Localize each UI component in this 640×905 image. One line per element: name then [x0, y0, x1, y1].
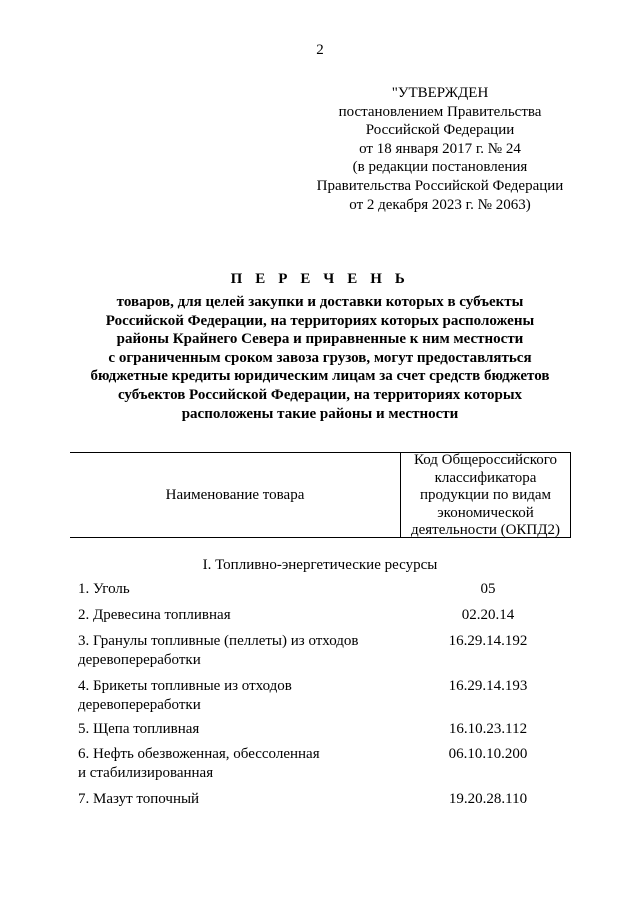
- product-name: [78, 720, 398, 739]
- product-code: 19.20.28.110: [448, 791, 528, 807]
- table-header-right-border: [570, 452, 571, 538]
- product-name: [78, 745, 398, 782]
- approval-line: Российской Федерации: [365, 122, 515, 139]
- approval-line: постановлением Правительства: [338, 103, 542, 120]
- product-name-line: 3. Гранулы топливные (пеллеты) из отходов: [78, 633, 359, 649]
- approval-line: (в редакции постановления: [352, 159, 528, 176]
- column-header-name: Наименование товара: [165, 487, 305, 503]
- product-name: [78, 677, 398, 714]
- subtitle-line: районы Крайнего Севера и приравненные к ним местности: [116, 331, 524, 348]
- product-name-line: 4. Брикеты топливные из отходов: [78, 678, 292, 694]
- product-name-line: 5. Щепа топливная: [78, 721, 200, 737]
- product-code: 02.20.14: [461, 607, 515, 623]
- column-header-code-line: экономической: [437, 504, 534, 521]
- product-name-line: деревопереработки: [78, 696, 201, 713]
- product-name-line: 2. Древесина топливная: [78, 607, 231, 623]
- approval-line: от 2 декабря 2023 г. № 2063): [349, 196, 531, 213]
- column-header-code-line: продукции по видам: [419, 487, 551, 504]
- approval-line: "УТВЕРЖДЕН: [391, 85, 489, 101]
- subtitle-line: с ограниченным сроком завоза грузов, могут предоставляться: [108, 349, 532, 366]
- product-name-line: деревопереработки: [78, 651, 201, 668]
- subtitle-line: бюджетные кредиты юридическим лицам за счет средств бюджетов: [90, 368, 550, 385]
- product-name: [78, 580, 398, 599]
- document-title: П Е Р Е Ч Е Н Ь: [230, 271, 410, 287]
- product-name-line: и стабилизированная: [78, 764, 214, 781]
- product-code: 16.29.14.193: [448, 678, 528, 694]
- product-name-line: 7. Мазут топочный: [78, 791, 200, 807]
- subtitle-line: Российской Федерации, на территориях которых расположены: [105, 312, 535, 329]
- approval-line: от 18 января 2017 г. № 24: [359, 140, 521, 157]
- page-number: 2: [316, 42, 324, 58]
- approval-line: Правительства Российской Федерации: [316, 177, 564, 194]
- subtitle-line: расположены такие районы и местности: [181, 405, 459, 422]
- document-subtitle: [0, 293, 640, 423]
- product-name: [78, 606, 398, 625]
- product-code: 06.10.10.200: [448, 746, 528, 762]
- product-name-line: 6. Нефть обезвоженная, обессоленная: [78, 746, 320, 762]
- subtitle-line: субъектов Российской Федерации, на территориях которых: [117, 386, 523, 403]
- product-name: [78, 790, 398, 809]
- column-header-code-line: классификатора: [434, 469, 537, 486]
- approval-stamp: [300, 84, 580, 214]
- column-header-code-line: деятельности (ОКПД2): [410, 522, 560, 539]
- product-name: [78, 632, 398, 669]
- product-code: 05: [480, 581, 496, 597]
- subtitle-line: товаров, для целей закупки и доставки которых в субъекты: [116, 294, 524, 310]
- column-header-code: [401, 452, 570, 540]
- column-header-code-line: Код Общероссийского: [413, 452, 558, 468]
- product-name-line: 1. Уголь: [78, 581, 130, 597]
- product-code: 16.10.23.112: [448, 721, 528, 737]
- product-code: 16.29.14.192: [448, 633, 528, 649]
- section-title: I. Топливно-энергетические ресурсы: [202, 557, 438, 573]
